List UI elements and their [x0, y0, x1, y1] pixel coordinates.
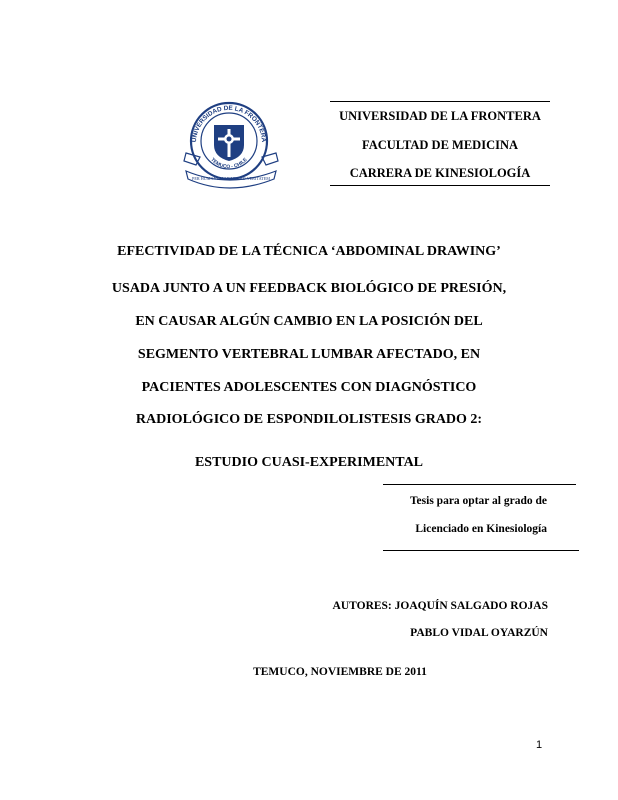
title-line-5: PACIENTES ADOLESCENTES CON DIAGNÓSTICO: [141, 380, 477, 395]
authors-line-2: PABLO VIDAL OYARZÚN: [410, 627, 548, 639]
svg-text:TEMUCO - CHILE: TEMUCO - CHILE: [209, 156, 249, 171]
place-date: TEMUCO, NOVIEMBRE DE 2011: [253, 666, 427, 678]
career-name: CARRERA DE KINESIOLOGÍA: [349, 166, 531, 180]
university-name: UNIVERSIDAD DE LA FRONTERA: [339, 109, 541, 123]
header-top-rule: [330, 101, 550, 102]
university-seal-logo: [180, 93, 282, 189]
faculty-name: FACULTAD DE MEDICINA: [361, 138, 519, 152]
authors-line-1: AUTORES: JOAQUÍN SALGADO ROJAS: [332, 600, 548, 612]
svg-text:PER HUMANUM MENTE AD VERITATEM: PER HUMANUM MENTE AD VERITATEM: [192, 176, 270, 181]
thesis-degree-line-2: Licenciado en Kinesiología: [415, 523, 547, 535]
page-number: 1: [536, 739, 543, 751]
title-line-2: USADA JUNTO A UN FEEDBACK BIOLÓGICO DE PRESIÓN,: [111, 281, 507, 296]
header-bottom-rule: [330, 185, 550, 186]
title-subtitle: ESTUDIO CUASI-EXPERIMENTAL: [194, 455, 424, 470]
title-line-6: RADIOLÓGICO DE ESPONDILOLISTESIS GRADO 2:: [135, 412, 483, 427]
thesis-top-rule: [383, 484, 576, 485]
title-line-4: SEGMENTO VERTEBRAL LUMBAR AFECTADO, EN: [137, 347, 481, 362]
title-line-3: EN CAUSAR ALGÚN CAMBIO EN LA POSICIÓN DEL: [135, 314, 483, 329]
thesis-degree-line-1: Tesis para optar al grado de: [409, 495, 547, 507]
svg-text:UNIVERSIDAD DE LA FRONTERA: UNIVERSIDAD DE LA FRONTERA: [190, 104, 268, 143]
thesis-bottom-rule: [383, 550, 579, 551]
title-line-1: EFECTIVIDAD DE LA TÉCNICA ‘ABDOMINAL DRAWING’: [117, 244, 501, 259]
